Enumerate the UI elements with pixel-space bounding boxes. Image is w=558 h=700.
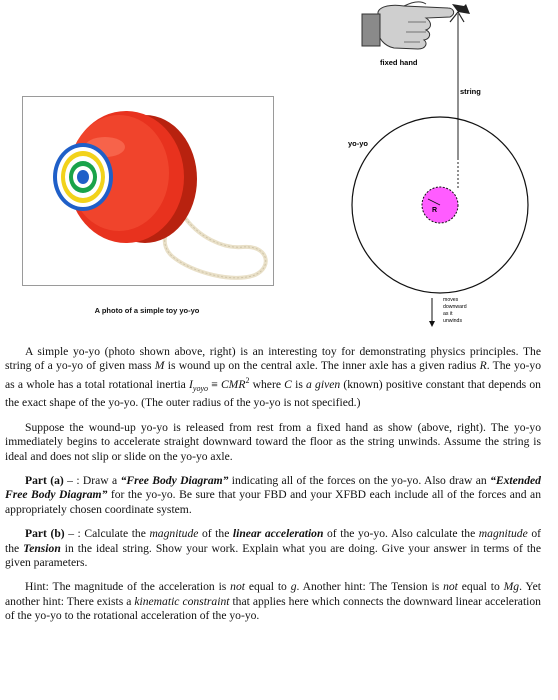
paragraph-hints: Hint: The magnitude of the acceleration is not equal to g. Another hint: The Tension is not equal to Mg. Yet another hint: There exists a kinematic constraint that applies here which connects the downward linear acceleration of the yo-yo to the rotational acceleration of the yo-yo. [5,580,542,623]
problem-text [5,345,541,634]
yoyo-label: yo-yo [348,139,369,148]
photo-caption: A photo of a simple toy yo-yo [94,306,200,315]
as-it-label: as it [443,311,453,317]
ring-center [77,170,89,184]
yoyo-diagram [300,0,558,335]
string-label: string [460,87,481,96]
figure-area [0,0,558,335]
fixed-hand-label: fixed hand [380,58,418,67]
moves-label: moves [443,297,459,303]
paragraph-part-a: Part (a) – : Draw a “Free Body Diagram” indicating all of the forces on the yo-yo. Also draw an “Extended Free Body Diagram” for the yo-yo. Be sure that your FBD and your XFBD each include all of the forces and an appropriately chosen coordinate system. [5,474,541,516]
yoyo-photo [22,96,274,286]
paragraph-part-b: Part (b) – : Calculate the magnitude of the linear acceleration of the yo-yo. Also calculate the magnitude of the Tension in the ideal string. Show your work. Explain what you are doing. Give your answer in terms of the given parameters. [5,527,541,570]
unwinds-label: unwinds [443,318,463,324]
paragraph-intro: A simple yo-yo (photo shown above, right) is an interesting toy for demonstrating physics principles. The string of a yo-yo of given mass M is wound up on the central axle. The inner axle has a given radius R. The yo-yo as a whole has a total rotational inertia $I_{yoyo} \equiv CMR^2$ where C is a given (known) positive constant that depends on the exact shape of the yo-yo. (The outer radius of the yo-yo is not specified.) [5,345,541,410]
down-arrow-icon [429,321,435,327]
yoyo-photo-drawing [23,97,273,285]
radius-label: R [432,207,438,214]
fixed-hand-icon [362,2,470,49]
downward-label: downward [443,304,467,310]
paragraph-setup: Suppose the wound-up yo-yo is released from rest from a fixed hand as show (above, right). The yo-yo immediately begins to accelerate straight downward toward the floor as the string unwinds. Assume the string is ideal and does not slip or slide on the yo-yo axle. [5,420,541,463]
